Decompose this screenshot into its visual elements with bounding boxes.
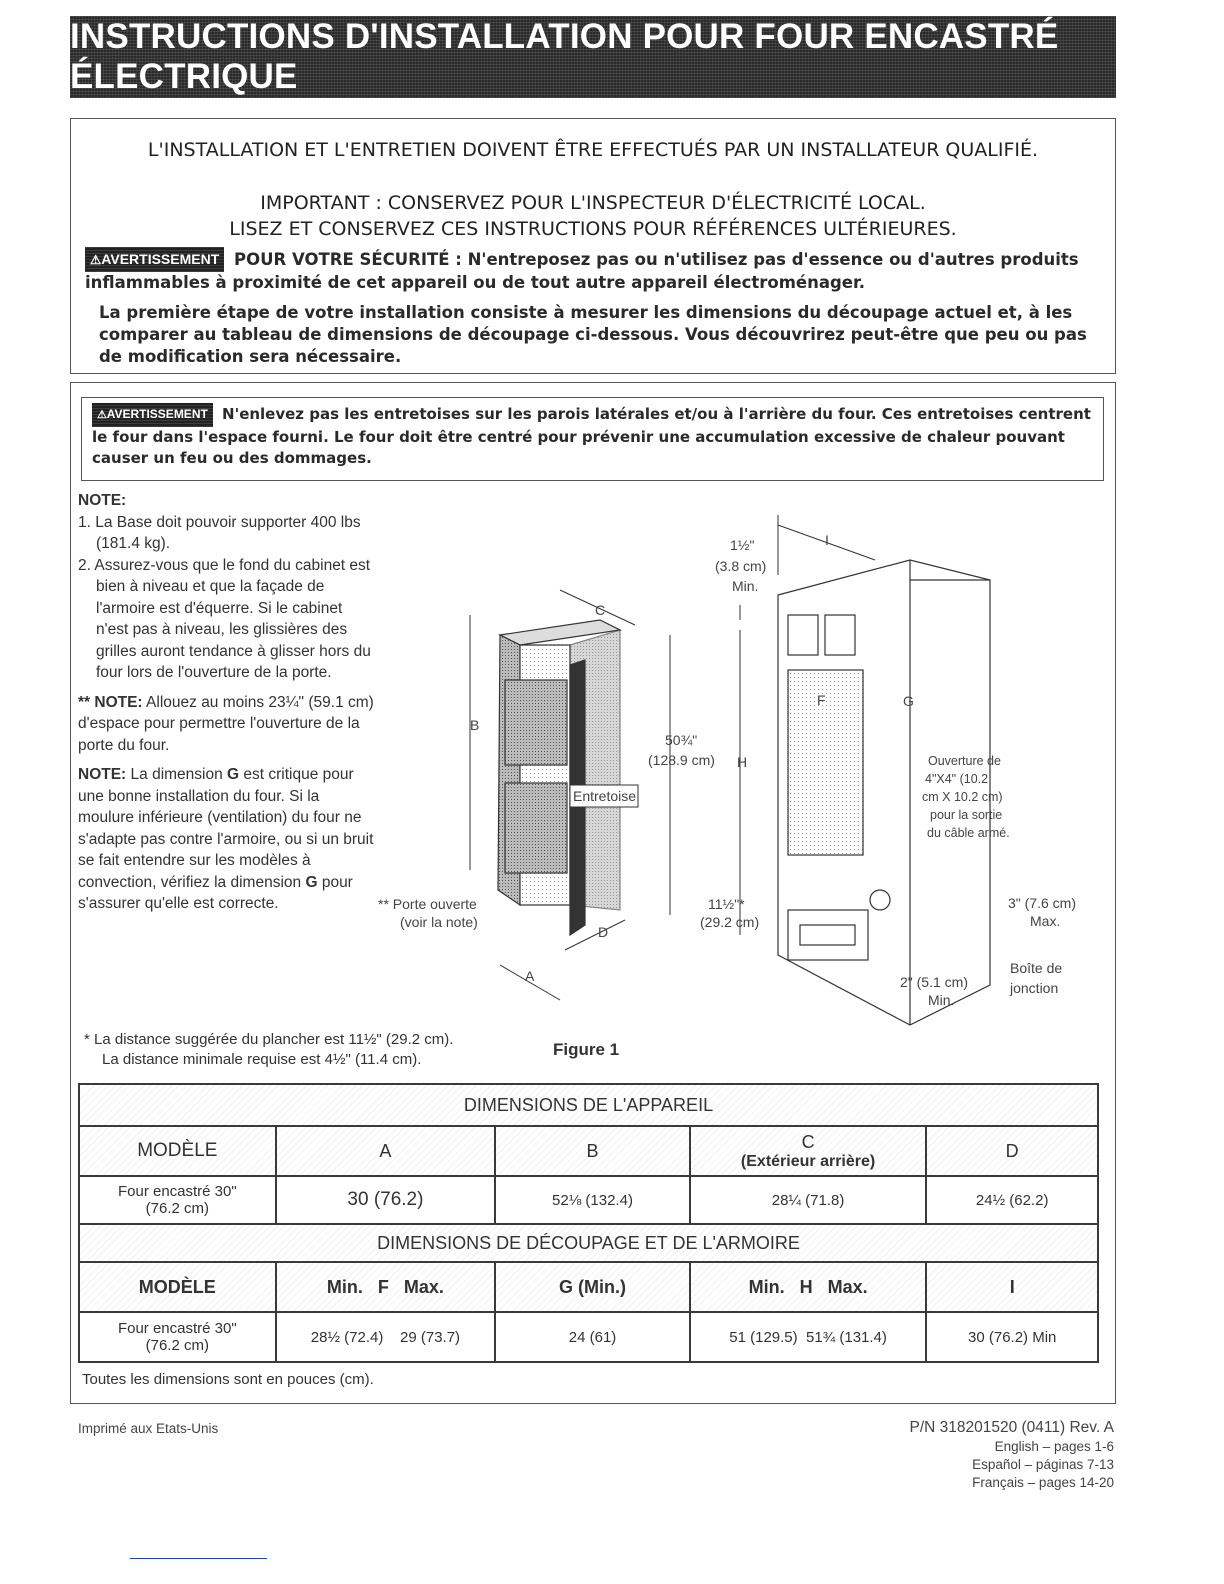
intro-paragraph: La première étape de votre installation consiste à mesurer les dimensions du découpage actuel et, à les comparer au tableau de dimensions de découpage ci-dessous. Vous découvrirez peut-être que peu ou pas de modification sera nécessaire. — [99, 303, 1087, 366]
dim-11: 11½"* — [708, 896, 745, 912]
dim-letter-h: H — [737, 754, 748, 770]
table2-value-i: 30 (76.2) Min — [926, 1312, 1098, 1362]
table1-value-c: 28¼ (71.8) — [690, 1176, 927, 1224]
table1-header-c-sub: (Extérieur arrière) — [740, 1152, 876, 1170]
header-box — [70, 118, 1116, 374]
table2-f-min: 28½ (72.4) — [310, 1328, 384, 1346]
g-note — [78, 764, 378, 915]
table2-value-f — [276, 1312, 496, 1362]
table1-header-d: D — [926, 1126, 1098, 1176]
dim-1-5-cm: (3.8 cm) — [715, 558, 767, 574]
warning-badge — [92, 403, 213, 427]
table2-header-f: Min. F Max. — [276, 1262, 496, 1312]
dim-letter-f: F — [817, 692, 826, 708]
spanish-pages: Español – páginas 7-13 — [972, 1457, 1114, 1472]
bottom-rule — [130, 1558, 267, 1559]
door-note-text: Allouez au moins 23¼" (59.1 cm) d'espace pour permettre l'ouverture de la porte du four. — [78, 693, 374, 754]
door-note — [78, 692, 378, 757]
installation-figure — [370, 505, 1110, 1045]
table1-header-c-label: C — [801, 1131, 815, 1152]
g-letter: G — [305, 873, 318, 891]
table1-value-d: 24½ (62.2) — [926, 1176, 1098, 1224]
floor-note-line-1: * La distance suggérée du plancher est 11½" (29.2 cm). — [84, 1031, 454, 1048]
cutout-dimensions-table — [78, 1223, 1099, 1363]
table2-h-min: 51 (129.5) — [729, 1328, 798, 1346]
opening-line-4: pour la sortie — [930, 808, 1003, 822]
table2-header-h: Min. H Max. — [690, 1262, 927, 1312]
junction-line-2: jonction — [1010, 980, 1059, 996]
dim-1-5-min: Min. — [732, 578, 759, 594]
dim-1-5: 1½" — [730, 537, 755, 553]
table1-model-cell — [79, 1176, 276, 1224]
table2-model-line-1: Four encastré 30" — [117, 1320, 237, 1337]
dim-3-max: Max. — [1030, 913, 1061, 929]
appliance-dimensions-table — [78, 1083, 1099, 1225]
table1-header-b: B — [495, 1126, 690, 1176]
table2-title: DIMENSIONS DE DÉCOUPAGE ET DE L'ARMOIRE — [79, 1224, 1098, 1262]
door-open-label: ** Porte ouverte — [378, 896, 477, 912]
opening-line-1: Ouverture de — [928, 754, 1001, 768]
junction-line-1: Boîte de — [1010, 960, 1063, 976]
note-item-2: 2. Assurez-vous que le fond du cabinet est bien à niveau et que la façade de l'armoire est d'équerre. Si le cabinet n'est pas à niveau, les glissières des grilles auront tendance à glisser hors du four lors de l'ouverture de la porte. — [78, 556, 371, 681]
spacer-label: Entretoise — [573, 788, 637, 804]
g-note-text-c: pour s'assurer qu'elle est correcte. — [78, 873, 353, 912]
warning-badge — [85, 247, 224, 272]
spacer-warning-text: N'enlevez pas les entretoises sur les parois latérales et/ou à l'arrière du four. Ces entretoises centrent le four dans l'espace fourni. Le four doit être centré pour prévenir une accumulation excessive de chaleur pouvant causer un feu ou des dommages. — [92, 405, 1091, 467]
table1-header-a: A — [276, 1126, 496, 1176]
floor-note-line-2: La distance minimale requise est 4½" (11.4 cm). — [102, 1051, 422, 1068]
dim-2: 2" (5.1 cm) — [900, 974, 968, 990]
notes-title: NOTE: — [78, 492, 127, 509]
table2-model-line-2: (76.2 cm) — [145, 1337, 209, 1354]
g-note-text-a: La dimension — [126, 766, 228, 783]
opening-line-5: du câble armé. — [927, 826, 1010, 840]
figure-caption: Figure 1 — [553, 1040, 620, 1059]
table2-model-cell — [79, 1312, 276, 1362]
part-number: P/N 318201520 (0411) Rev. A — [909, 1419, 1114, 1436]
table2-value-g: 24 (61) — [495, 1312, 690, 1362]
dim-letter-i: I — [825, 532, 829, 548]
safety-warning — [85, 247, 1101, 294]
dim-11-cm: (29.2 cm) — [700, 914, 760, 930]
warning-triangle-icon: ⚠ — [97, 409, 107, 421]
g-note-text-b: est critique pour une bonne installation du four. Si la moulure inférieure (ventilation) du four ne s'adapte pas contre l'armoire, ou si un bruit se fait entendre sur les modèles à convection, vérifiez la dimension — [78, 766, 374, 891]
dim-3: 3" (7.6 cm) — [1008, 895, 1076, 911]
qualified-installer-heading: L'INSTALLATION ET L'ENTRETIEN DOIVENT ÊTRE EFFECTUÉS PAR UN INSTALLATEUR QUALIFIÉ. — [147, 139, 1039, 161]
opening-line-3: cm X 10.2 cm) — [922, 790, 1003, 804]
opening-line-2: 4"X4" (10.2 — [925, 772, 989, 786]
table2-value-h — [690, 1312, 927, 1362]
table2-header-model: MODÈLE — [79, 1262, 276, 1312]
dim-letter-c: C — [595, 602, 606, 618]
page-title: INSTRUCTIONS D'INSTALLATION POUR FOUR ENCASTRÉ ÉLECTRIQUE — [70, 17, 1059, 96]
table1-title: DIMENSIONS DE L'APPAREIL — [79, 1084, 1098, 1126]
dim-letter-g: G — [903, 693, 914, 709]
table2-h-max: 51¾ (131.4) — [806, 1328, 887, 1346]
read-keep-heading: LISEZ ET CONSERVEZ CES INSTRUCTIONS POUR RÉFÉRENCES ULTÉRIEURES. — [229, 218, 957, 240]
warning-triangle-icon: ⚠ — [90, 253, 102, 267]
dim-50-cm: (128.9 cm) — [648, 752, 715, 768]
spacer-warning-box — [81, 397, 1104, 481]
dim-letter-a: A — [525, 968, 535, 984]
title-banner — [70, 16, 1116, 98]
dim-2-min: Min. — [928, 992, 955, 1008]
g-note-label: NOTE: — [78, 766, 127, 783]
units-note: Toutes les dimensions sont en pouces (cm). — [82, 1371, 374, 1388]
notes-section — [78, 490, 378, 915]
printed-in: Imprimé aux Etats-Unis — [78, 1421, 219, 1436]
dim-50: 50¾" — [665, 732, 698, 748]
table2-f-max: 29 (73.7) — [400, 1328, 461, 1346]
table1-value-b: 52⅛ (132.4) — [495, 1176, 690, 1224]
table2-header-g: G (Min.) — [495, 1262, 690, 1312]
note-item-1: 1. La Base doit pouvoir supporter 400 lbs (181.4 kg). — [78, 513, 361, 552]
english-pages: English – pages 1-6 — [994, 1439, 1114, 1454]
table2-header-i: I — [926, 1262, 1098, 1312]
french-pages: Français – pages 14-20 — [972, 1475, 1114, 1490]
important-heading: IMPORTANT : CONSERVEZ POUR L'INSPECTEUR D'ÉLECTRICITÉ LOCAL. — [260, 192, 926, 214]
door-open-note: (voir la note) — [400, 914, 478, 930]
g-letter: G — [227, 766, 240, 783]
table1-header-model: MODÈLE — [79, 1126, 276, 1176]
table1-model-line-2: (76.2 cm) — [145, 1200, 210, 1217]
part-number-block — [909, 1418, 1114, 1492]
floor-distance-note — [84, 1030, 453, 1070]
warning-badge-label: AVERTISSEMENT — [101, 251, 220, 267]
dim-letter-b: B — [470, 717, 480, 733]
safety-text: POUR VOTRE SÉCURITÉ : N'entreposez pas ou n'utilisez pas d'essence ou d'autres produits inflammables à proximité de cet appareil ou de tout autre appareil électroménager. — [85, 250, 1079, 292]
table1-value-a: 30 (76.2) — [276, 1176, 496, 1224]
dim-letter-d: D — [598, 924, 609, 940]
warning-badge-label: AVERTISSEMENT — [106, 407, 208, 421]
table1-model-line-1: Four encastré 30" — [117, 1183, 237, 1200]
table1-header-c — [690, 1126, 927, 1176]
oven-drawing — [498, 620, 620, 935]
door-note-label: ** NOTE: — [78, 693, 143, 711]
